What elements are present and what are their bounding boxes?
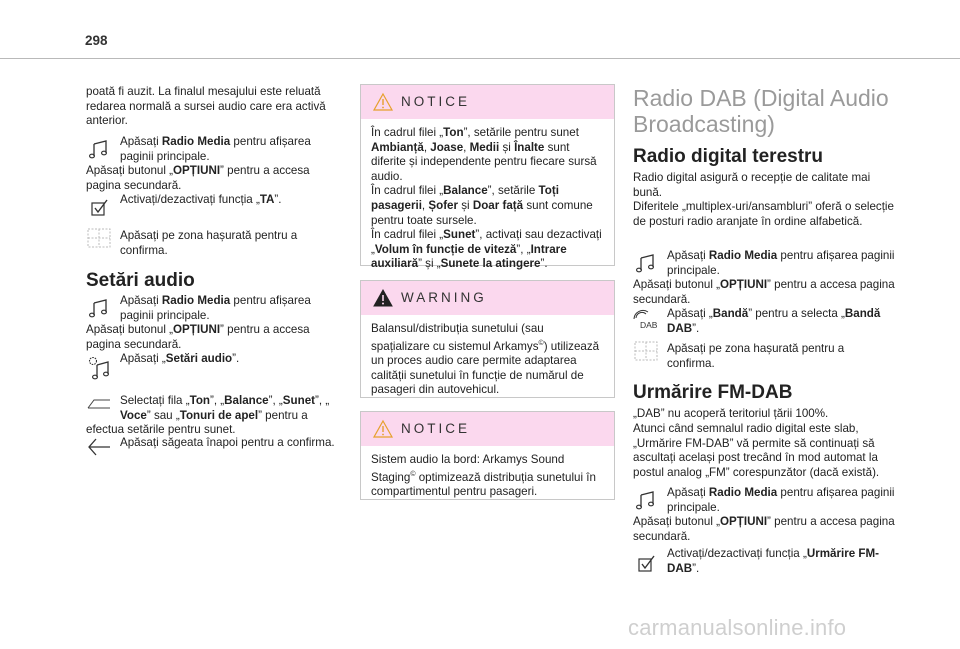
audio-step-radio-media: Apăsați Radio Media pentru afișarea paginii principale.: [86, 294, 344, 323]
tab-icon: [86, 396, 112, 418]
dab-main-title: Radio DAB (Digital Audio Broadcasting): [633, 85, 889, 137]
step-ta: Activați/dezactivați funcția „TA”.: [86, 193, 344, 208]
dab-paragraph-1: Radio digital asigură o recepție de calitate mai bună.: [633, 171, 871, 199]
dab-step2-options: Apăsați butonul „OPȚIUNI” pentru a accesa pagina secundară.: [633, 515, 895, 543]
dab-step-confirm: Apăsați pe zona hașurată pentru a confirma.: [633, 342, 895, 371]
digital-radio-heading: Radio digital terestru: [633, 146, 824, 167]
notice-header: [361, 412, 614, 446]
svg-text:DAB: DAB: [640, 320, 658, 330]
notice-box-2: [360, 411, 615, 500]
notice-title: NOTICE: [401, 94, 471, 109]
warning-title: WARNING: [401, 290, 487, 305]
notice-sound-text: În cadrul filei „Sunet”, activați sau dezactivați „Volum în funcție de viteză”, „Intrare auxiliară” și „Sunete la atingere”.: [371, 228, 602, 271]
dab-paragraph-2: Diferitele „multiplex-uri/ansambluri” oferă o selecție de posturi radio aranjate în ordine alfabetică.: [633, 200, 894, 228]
dab-step2-radio-media: Apăsați Radio Media pentru afișarea paginii principale.: [633, 486, 895, 515]
back-arrow-icon: [86, 436, 112, 458]
notice-body: [361, 119, 614, 280]
hatched-zone-icon: [86, 227, 112, 249]
audio-step-options: Apăsați butonul „OPȚIUNI” pentru a accesa pagina secundară.: [86, 323, 310, 351]
dab-paragraph-3: „DAB” nu acoperă teritoriul țării 100%.: [633, 407, 829, 420]
warning-triangle-icon: [372, 288, 394, 308]
warning-header: [361, 281, 614, 315]
dab-paragraph-4: Atunci când semnalul radio digital este slab, „Urmărire FM-DAB” vă permite să continuați să ascultați același post trecând în mod automat la postul analog „FM” corespunzător (dacă există).: [633, 422, 880, 479]
audio-settings-heading: Setări audio: [86, 270, 195, 291]
watermark: carmanualsonline.info: [628, 615, 847, 640]
music-note-icon: [633, 489, 659, 511]
music-note-icon: [86, 297, 112, 319]
hatched-zone-icon: [633, 340, 659, 362]
warning-text: Balansul/distribuția sunetului (sau spațializare cu sistemul Arkamys©) utilizează un proces audio care permite adaptarea calității sunetului în funcție de numărul de pasageri din autovehicul.: [371, 322, 600, 397]
step-options: Apăsați butonul „OPȚIUNI” pentru a accesa pagina secundară.: [86, 164, 310, 192]
dab-step-follow: Activați/dezactivați funcția „Urmărire FM-DAB”.: [633, 547, 895, 576]
notice-arkamys-text: Sistem audio la bord: Arkamys Sound Staging© optimizează distribuția sunetului în compartimentul pentru pasageri.: [371, 453, 596, 499]
notice-body: [361, 446, 614, 508]
page-number: 298: [85, 33, 108, 48]
music-settings-icon: [86, 354, 112, 380]
checkbox-icon: [633, 553, 659, 575]
warning-box: [360, 280, 615, 398]
music-note-icon: [633, 252, 659, 274]
step-radio-media: Apăsați Radio Media pentru afișarea paginii principale.: [86, 135, 344, 164]
music-note-icon: [86, 138, 112, 160]
top-divider: [0, 58, 960, 59]
warning-triangle-icon: [372, 419, 394, 439]
notice-title: NOTICE: [401, 421, 471, 436]
audio-step-settings: Apăsați „Setări audio”.: [86, 352, 344, 382]
audio-step-back: Apăsați săgeata înapoi pentru a confirma.: [86, 436, 344, 451]
warning-triangle-icon: [372, 92, 394, 112]
notice-balance-text: În cadrul filei „Balance”, setările Toți pasagerii, Șofer și Doar față sunt comune pentru toate sursele.: [371, 184, 593, 227]
intro-paragraph: poată fi auzit. La finalul mesajului este reluată redarea normală a sursei audio care era activă anterior.: [86, 85, 326, 128]
checkbox-icon: [86, 197, 112, 219]
dab-step-band: DAB Apăsați „Bandă” pentru a selecta „Bandă DAB”.: [633, 307, 895, 336]
notice-header: [361, 85, 614, 119]
dab-step-options: Apăsați butonul „OPȚIUNI” pentru a accesa pagina secundară.: [633, 278, 895, 306]
fm-dab-heading: Urmărire FM-DAB: [633, 382, 793, 403]
warning-body: [361, 315, 614, 406]
notice-tone-text: În cadrul filei „Ton”, setările pentru sunet Ambianță, Joase, Medii și Înalte sunt diferite și independente pentru fiecare sursă audio.: [371, 126, 597, 183]
step-confirm: Apăsați pe zona hașurată pentru a confirma.: [86, 229, 344, 258]
dab-step-radio-media: Apăsați Radio Media pentru afișarea paginii principale.: [633, 249, 895, 278]
dab-radio-icon: [633, 309, 665, 331]
notice-box-1: [360, 84, 615, 271]
audio-step-tabs: Selectați fila „Ton”, „Balance”, „Sunet”, „ Voce” sau „Tonuri de apel” pentru a efectua setările pentru sunet.: [86, 394, 330, 437]
